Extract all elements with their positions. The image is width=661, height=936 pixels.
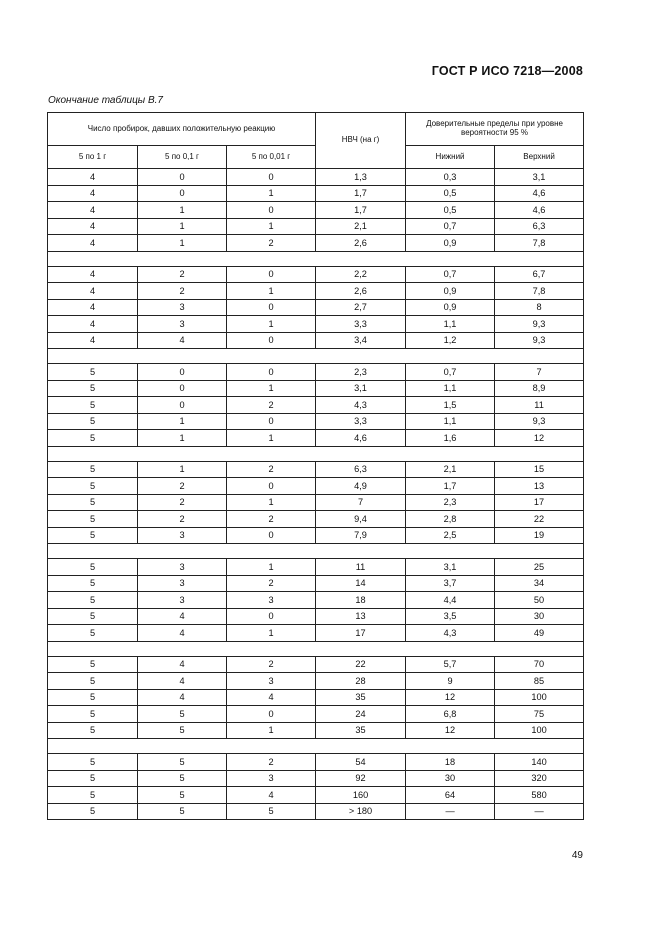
group-separator-row [48,446,584,461]
tubes-0-01g-cell: 0 [227,413,316,430]
mpn-cell: > 180 [316,803,406,820]
tubes-1g-cell: 5 [48,413,138,430]
table-body [48,169,584,820]
upper-limit-cell: 4,6 [495,185,584,202]
upper-limit-cell: 6,3 [495,218,584,235]
table-row [48,299,584,316]
separator-cell [48,446,584,461]
lower-limit-cell: 3,5 [406,608,495,625]
tubes-0-01g-cell: 0 [227,202,316,219]
lower-limit-cell: 3,1 [406,559,495,576]
tubes-0-1g-cell: 3 [138,527,227,544]
tubes-0-1g-cell: 3 [138,316,227,333]
upper-limit-cell: 7,8 [495,283,584,300]
tubes-0-1g-cell: 1 [138,202,227,219]
tubes-1g-cell: 5 [48,656,138,673]
upper-limit-cell: 85 [495,673,584,690]
lower-limit-cell: 0,9 [406,235,495,252]
tubes-1g-cell: 5 [48,754,138,771]
upper-limit-cell: 100 [495,689,584,706]
tubes-1g-cell: 4 [48,235,138,252]
mpn-cell: 160 [316,787,406,804]
table-row [48,608,584,625]
upper-limit-cell: 22 [495,511,584,528]
lower-limit-cell: 1,6 [406,430,495,447]
tubes-0-1g-cell: 4 [138,608,227,625]
upper-limit-cell: 13 [495,478,584,495]
tubes-0-1g-cell: 5 [138,754,227,771]
separator-cell [48,739,584,754]
tubes-0-01g-cell: 0 [227,478,316,495]
lower-limit-cell: 2,5 [406,527,495,544]
tubes-1g-cell: 5 [48,364,138,381]
lower-limit-cell: 0,7 [406,364,495,381]
mpn-cell: 1,7 [316,185,406,202]
lower-limit-cell: 0,7 [406,266,495,283]
lower-limit-cell: 1,1 [406,380,495,397]
table-row [48,185,584,202]
tubes-1g-cell: 5 [48,706,138,723]
tubes-0-01g-cell: 2 [227,461,316,478]
upper-limit-cell: 25 [495,559,584,576]
table-row [48,592,584,609]
upper-limit-cell: 30 [495,608,584,625]
mpn-cell: 14 [316,575,406,592]
upper-limit-cell: 70 [495,656,584,673]
table-row [48,235,584,252]
sub-header-1g: 5 по 1 г [48,146,138,169]
tubes-0-01g-cell: 3 [227,592,316,609]
lower-limit-cell: 3,7 [406,575,495,592]
tubes-0-1g-cell: 3 [138,575,227,592]
lower-limit-cell: 12 [406,722,495,739]
tubes-0-01g-cell: 1 [227,185,316,202]
tubes-0-1g-cell: 1 [138,413,227,430]
table-row [48,722,584,739]
tubes-0-01g-cell: 0 [227,706,316,723]
header-row-1 [48,113,584,146]
lower-limit-cell: 12 [406,689,495,706]
tubes-0-1g-cell: 5 [138,722,227,739]
tubes-0-1g-cell: 4 [138,625,227,642]
tubes-0-01g-cell: 0 [227,364,316,381]
mpn-cell: 22 [316,656,406,673]
upper-limit-cell: 7 [495,364,584,381]
lower-limit-cell: 0,5 [406,202,495,219]
mpn-cell: 3,3 [316,316,406,333]
table-row [48,332,584,349]
tubes-1g-cell: 5 [48,608,138,625]
mpn-cell: 4,9 [316,478,406,495]
tubes-0-1g-cell: 4 [138,673,227,690]
tubes-0-01g-cell: 1 [227,722,316,739]
upper-limit-cell: 9,3 [495,332,584,349]
upper-limit-cell: 12 [495,430,584,447]
group-separator-row [48,349,584,364]
mpn-cell: 2,2 [316,266,406,283]
tubes-1g-cell: 5 [48,511,138,528]
tubes-1g-cell: 4 [48,332,138,349]
mpn-cell: 4,3 [316,397,406,414]
table-row [48,266,584,283]
lower-limit-cell: 64 [406,787,495,804]
tubes-0-1g-cell: 0 [138,169,227,186]
mpn-cell: 2,7 [316,299,406,316]
tubes-1g-cell: 5 [48,527,138,544]
lower-limit-cell: 0,9 [406,299,495,316]
tubes-1g-cell: 5 [48,673,138,690]
mpn-cell: 3,3 [316,413,406,430]
upper-limit-cell: 6,7 [495,266,584,283]
tubes-0-1g-cell: 4 [138,656,227,673]
upper-limit-cell: 9,3 [495,316,584,333]
mpn-cell: 6,3 [316,461,406,478]
tubes-0-1g-cell: 0 [138,380,227,397]
lower-limit-cell: 1,2 [406,332,495,349]
upper-limit-cell: 75 [495,706,584,723]
mpn-cell: 54 [316,754,406,771]
table-row [48,430,584,447]
tubes-0-1g-cell: 2 [138,511,227,528]
mpn-cell: 2,6 [316,283,406,300]
tubes-0-1g-cell: 2 [138,494,227,511]
table-row [48,689,584,706]
group-separator-row [48,544,584,559]
tubes-0-01g-cell: 1 [227,559,316,576]
lower-limit-cell: 0,7 [406,218,495,235]
mpn-cell: 17 [316,625,406,642]
tubes-1g-cell: 4 [48,169,138,186]
mpn-cell: 92 [316,770,406,787]
tubes-0-01g-cell: 3 [227,770,316,787]
tubes-1g-cell: 5 [48,461,138,478]
table-row [48,673,584,690]
tubes-1g-cell: 4 [48,266,138,283]
table-row [48,625,584,642]
tubes-0-1g-cell: 5 [138,706,227,723]
mpn-cell: 2,1 [316,218,406,235]
upper-limit-cell: 140 [495,754,584,771]
tubes-0-1g-cell: 3 [138,299,227,316]
lower-limit-cell: 1,1 [406,413,495,430]
tubes-0-1g-cell: 1 [138,218,227,235]
tubes-0-1g-cell: 5 [138,770,227,787]
separator-cell [48,544,584,559]
group-separator-row [48,739,584,754]
tubes-1g-cell: 4 [48,299,138,316]
table-row [48,494,584,511]
mpn-cell: 3,4 [316,332,406,349]
lower-limit-cell: 2,1 [406,461,495,478]
tubes-0-01g-cell: 2 [227,397,316,414]
standard-designation: ГОСТ Р ИСО 7218—2008 [431,64,583,78]
tubes-0-01g-cell: 0 [227,332,316,349]
upper-limit-cell: 9,3 [495,413,584,430]
upper-limit-cell: 100 [495,722,584,739]
tubes-0-01g-cell: 1 [227,316,316,333]
tubes-1g-cell: 5 [48,592,138,609]
mpn-cell: 13 [316,608,406,625]
sub-header-0-1g: 5 по 0,1 г [138,146,227,169]
mpn-cell: 3,1 [316,380,406,397]
table-row [48,575,584,592]
tubes-0-01g-cell: 0 [227,527,316,544]
tubes-1g-cell: 4 [48,185,138,202]
lower-limit-cell: — [406,803,495,820]
table-row [48,413,584,430]
lower-limit-cell: 0,3 [406,169,495,186]
lower-limit-cell: 6,8 [406,706,495,723]
upper-limit-cell: — [495,803,584,820]
tubes-0-1g-cell: 5 [138,787,227,804]
table-row [48,380,584,397]
mpn-cell: 4,6 [316,430,406,447]
upper-limit-cell: 49 [495,625,584,642]
mpn-cell: 2,3 [316,364,406,381]
tubes-0-01g-cell: 1 [227,625,316,642]
mpn-cell: 35 [316,689,406,706]
lower-limit-cell: 30 [406,770,495,787]
table-row [48,787,584,804]
tubes-0-01g-cell: 0 [227,266,316,283]
upper-limit-cell: 8 [495,299,584,316]
tubes-0-1g-cell: 3 [138,559,227,576]
sub-header-0-01g: 5 по 0,01 г [227,146,316,169]
upper-limit-cell: 19 [495,527,584,544]
lower-limit-cell: 4,4 [406,592,495,609]
upper-limit-cell: 11 [495,397,584,414]
table-row [48,754,584,771]
lower-limit-header: Нижний [406,146,495,169]
tubes-0-01g-cell: 4 [227,787,316,804]
positive-tubes-header: Число пробирок, давших положительную реакцию [48,113,316,146]
tubes-0-01g-cell: 1 [227,218,316,235]
upper-limit-cell: 15 [495,461,584,478]
page-number: 49 [571,850,583,861]
separator-cell [48,251,584,266]
mpn-cell: 18 [316,592,406,609]
lower-limit-cell: 0,9 [406,283,495,300]
table-row [48,706,584,723]
tubes-0-01g-cell: 2 [227,656,316,673]
tubes-1g-cell: 4 [48,202,138,219]
tubes-0-1g-cell: 5 [138,803,227,820]
upper-limit-cell: 320 [495,770,584,787]
lower-limit-cell: 18 [406,754,495,771]
tubes-0-1g-cell: 4 [138,689,227,706]
separator-cell [48,349,584,364]
tubes-0-01g-cell: 0 [227,608,316,625]
tubes-0-1g-cell: 0 [138,397,227,414]
tubes-0-01g-cell: 4 [227,689,316,706]
table-row [48,770,584,787]
upper-limit-cell: 8,9 [495,380,584,397]
tubes-1g-cell: 4 [48,283,138,300]
table-row [48,364,584,381]
tubes-0-01g-cell: 1 [227,430,316,447]
table-caption: Окончание таблицы В.7 [48,95,163,106]
mpn-cell: 24 [316,706,406,723]
upper-limit-cell: 34 [495,575,584,592]
table-row [48,461,584,478]
upper-limit-cell: 4,6 [495,202,584,219]
tubes-0-1g-cell: 3 [138,592,227,609]
table-row [48,656,584,673]
tubes-0-1g-cell: 2 [138,266,227,283]
tubes-1g-cell: 5 [48,689,138,706]
upper-limit-cell: 580 [495,787,584,804]
mpn-table [47,112,584,820]
lower-limit-cell: 5,7 [406,656,495,673]
tubes-0-01g-cell: 5 [227,803,316,820]
table-row [48,202,584,219]
tubes-0-1g-cell: 4 [138,332,227,349]
group-separator-row [48,641,584,656]
table-row [48,397,584,414]
mpn-cell: 1,3 [316,169,406,186]
mpn-cell: 28 [316,673,406,690]
table-row [48,478,584,495]
table-row [48,559,584,576]
mpn-cell: 2,6 [316,235,406,252]
tubes-0-01g-cell: 0 [227,299,316,316]
tubes-0-1g-cell: 2 [138,478,227,495]
tubes-0-1g-cell: 1 [138,461,227,478]
tubes-1g-cell: 5 [48,478,138,495]
tubes-0-1g-cell: 1 [138,235,227,252]
lower-limit-cell: 4,3 [406,625,495,642]
tubes-1g-cell: 5 [48,787,138,804]
upper-limit-cell: 17 [495,494,584,511]
upper-limit-cell: 3,1 [495,169,584,186]
mpn-header: НВЧ (на г) [316,113,406,169]
upper-limit-cell: 50 [495,592,584,609]
tubes-0-01g-cell: 2 [227,575,316,592]
mpn-cell: 11 [316,559,406,576]
tubes-1g-cell: 4 [48,218,138,235]
tubes-1g-cell: 4 [48,316,138,333]
table-row [48,803,584,820]
table-row [48,527,584,544]
mpn-cell: 7 [316,494,406,511]
lower-limit-cell: 2,8 [406,511,495,528]
header-row-2 [48,146,584,169]
upper-limit-cell: 7,8 [495,235,584,252]
tubes-1g-cell: 5 [48,625,138,642]
tubes-1g-cell: 5 [48,494,138,511]
tubes-1g-cell: 5 [48,770,138,787]
tubes-1g-cell: 5 [48,380,138,397]
tubes-0-01g-cell: 0 [227,169,316,186]
mpn-cell: 9,4 [316,511,406,528]
lower-limit-cell: 1,1 [406,316,495,333]
tubes-0-1g-cell: 0 [138,364,227,381]
tubes-0-1g-cell: 1 [138,430,227,447]
table-head [48,113,584,169]
tubes-0-01g-cell: 2 [227,511,316,528]
tubes-0-01g-cell: 1 [227,494,316,511]
tubes-0-1g-cell: 0 [138,185,227,202]
lower-limit-cell: 0,5 [406,185,495,202]
tubes-1g-cell: 5 [48,575,138,592]
mpn-cell: 7,9 [316,527,406,544]
group-separator-row [48,251,584,266]
table-row [48,218,584,235]
tubes-1g-cell: 5 [48,430,138,447]
upper-limit-header: Верхний [495,146,584,169]
mpn-cell: 35 [316,722,406,739]
table-row [48,511,584,528]
tubes-0-01g-cell: 2 [227,754,316,771]
tubes-1g-cell: 5 [48,803,138,820]
tubes-0-01g-cell: 1 [227,283,316,300]
tubes-1g-cell: 5 [48,722,138,739]
tubes-0-01g-cell: 2 [227,235,316,252]
table-row [48,169,584,186]
lower-limit-cell: 1,7 [406,478,495,495]
confidence-limits-header: Доверительные пределы при уровне вероятности 95 % [406,113,584,146]
separator-cell [48,641,584,656]
tubes-0-01g-cell: 1 [227,380,316,397]
tubes-0-01g-cell: 3 [227,673,316,690]
table-row [48,283,584,300]
tubes-0-1g-cell: 2 [138,283,227,300]
lower-limit-cell: 2,3 [406,494,495,511]
lower-limit-cell: 9 [406,673,495,690]
tubes-1g-cell: 5 [48,559,138,576]
table-row [48,316,584,333]
lower-limit-cell: 1,5 [406,397,495,414]
tubes-1g-cell: 5 [48,397,138,414]
mpn-cell: 1,7 [316,202,406,219]
